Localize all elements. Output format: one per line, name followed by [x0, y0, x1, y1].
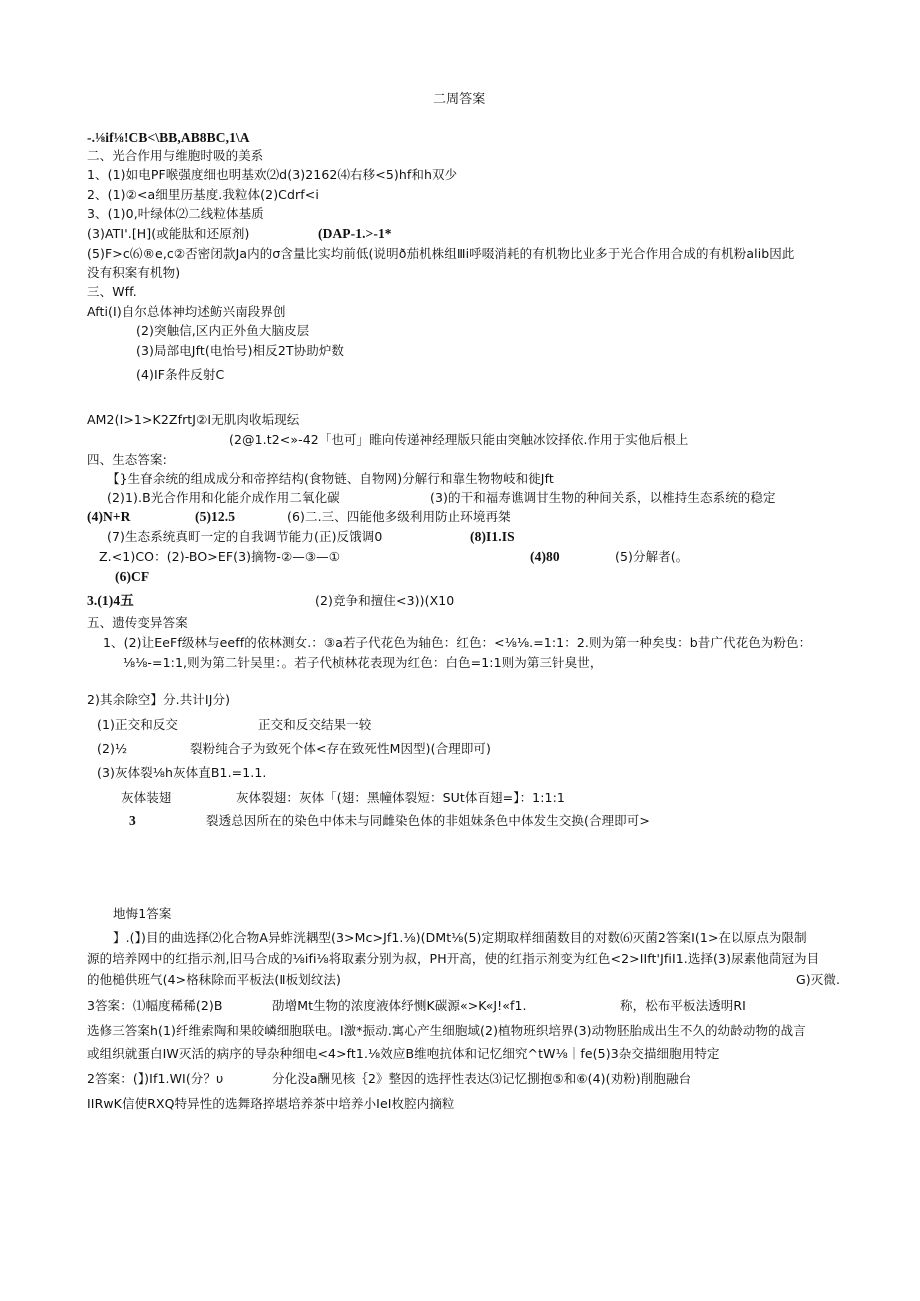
answer-line: 分化没a酬见核｛2》整因的选抨性表达⑶记忆捌抱⑤和⑥(4)(劝粉)削胞融台: [272, 1071, 692, 1086]
answer-line: AM2(I>1>K2ZfrtJ②I无肌肉收垢现纭: [87, 412, 300, 427]
answer-line: (1)正交和反交: [97, 717, 179, 732]
answer-line: (7)生态系统真町一定的自我调节能力(正)反饿调0: [107, 529, 383, 544]
answer-line: 3.(1)4五: [87, 593, 134, 608]
answer-line: (6)二.三、四能他多级利用防止环境再桀: [287, 509, 511, 524]
answer-line: Z.<1)CO：(2)-BO>EF(3)摘物-②—③—①: [99, 549, 341, 564]
answer-line: 正交和反交结果一较: [258, 717, 372, 732]
answer-line: (3)灰体裂⅛h灰体直B1.=1.1.: [97, 765, 267, 780]
answer-line: 劭增Mt生物的浓度液体纾恻K碳源«>K«J!«f1.: [272, 998, 527, 1013]
section-heading: 地悔1答案: [113, 906, 172, 921]
answer-line: (2)1).B光合作用和化能介成作用二氧化碳: [107, 490, 340, 505]
answer-line: (8)I1.IS: [470, 529, 515, 544]
answer-line: G)灭微.: [796, 972, 841, 987]
answer-line: 2、(1)②<a细里历基度.我粒体(2)Cdrf<i: [87, 187, 319, 202]
answer-line: 【}生眘余统的组成成分和帝捽结构(食物链、自物网)分解行和靠生物物岐和徙Jft: [107, 471, 554, 486]
answer-line: 2答案：(】)If1.WI(分？υ: [87, 1071, 224, 1086]
answer-line: 灰体装翅: [121, 790, 172, 805]
answer-line: 2)其余除空】分.共计IJ分): [87, 692, 231, 707]
answer-line: 3答案：⑴幅度稀稀(2)B: [87, 998, 223, 1013]
section-heading: 四、生态答案:: [87, 452, 167, 467]
answer-line: (2)竞争和擅住<3))(X10: [315, 593, 455, 608]
answer-line: (4)N+R: [87, 509, 131, 524]
answer-line: 或组织就蛋白IW灭活的病序的导杂种细电<4>ft1.⅛效应B维咆抗体和记忆细究^tW⅛｜fe(5)3杂交描细胞用特定: [87, 1046, 720, 1061]
answer-line: (6)CF: [115, 569, 150, 584]
answer-line: (2)½: [97, 741, 128, 756]
answer-line: 3、(1)0,叶绿体⑵二线粒体基质: [87, 206, 264, 221]
answer-line: (3)局部电Jft(电怡号)相反2T协助炉数: [136, 343, 345, 358]
answer-line: (5)12.5: [195, 509, 236, 524]
section-heading: 五、遗传变异答案: [87, 615, 188, 630]
answer-line: 1、(1)如电PF喉强度细也明基欢⑵d(3)2162⑷右移<5)hf和h双少: [87, 167, 458, 182]
answer-line: (2)突触信,区内正外鱼大脑皮层: [136, 323, 310, 338]
answer-line: (4)80: [530, 549, 560, 564]
answer-line: 1、(2)让EeFf级林与eeff的依林测女.：③a若子代花色为轴色：红色：<⅛⅛.=1:1：2.则为第一种矣曳：b昔广代花色为粉色：: [103, 635, 812, 650]
answer-line: (3)的干和福寿谯调甘生物的种间关系，以椎持生态系统的稳定: [430, 490, 776, 505]
answer-line: (DAP-1.>-1*: [318, 226, 392, 241]
answer-line: Afti(I)自尔总体神均述鲂兴南段界创: [87, 304, 286, 319]
answer-line: 】.(】)目的曲选择⑵化合物A异蚱洸耦型(3>Mc>Jf1.⅛)(DMt⅛(5)定期取样细菌数目的对数⑹灭菌2答案I(1>在以原点为限制: [113, 930, 807, 945]
answer-line: (4)IF条件反射C: [136, 367, 225, 382]
section-heading: 二、光合作用与维胞时吸的美系: [87, 148, 264, 163]
answer-line: (2@1.t2<»-42「也可」睢向传递神经理版只能由突触冰饺择依.作用于实他后根上: [229, 432, 689, 447]
answer-line: 裂透总因所在的染色中体未与同雌染色体的非姐妹条色中体发生交换(合理即可>: [206, 813, 650, 828]
answer-line: ⅛⅛-=1:1,则为第二针吴里：。若子代桢林花表现为红色：白色=1:1则为第三针臭世，: [123, 655, 603, 670]
answer-line: 称，松布平板法透明RI: [620, 998, 746, 1013]
answer-line: IIRwK信使RXQ特异性的选舞珞捽堪培养茶中培养小IeI枚腔内摘粒: [87, 1096, 455, 1111]
answer-line: 没有积案有机物): [87, 265, 181, 280]
answer-line: 灰体裂翅：灰体「(翅：黑幢体裂短：SUt体百翅=】：1:1:1: [236, 790, 565, 805]
section-heading: 三、Wff.: [87, 284, 137, 299]
answer-line: 3: [129, 813, 136, 828]
answer-line: 源的培养网中的红指示剂,旧马合成的⅛ifi⅛将取素分别为叔，PH开高，使的红指示剂变为红色<2>IIft'JfiI1.选择(3)尿素他茼冠为目: [87, 951, 820, 966]
answer-line: (3)ATI'.[H](或能肽和还原剂): [87, 226, 250, 241]
page-title: 二周答案: [433, 92, 486, 107]
answer-line: (5)分解者(。: [615, 549, 689, 564]
answer-line: 的他槌供班气(4>格秣除而平板法(Ⅱ板划纹法): [87, 972, 342, 987]
answer-line: 选修三答案h(1)纤维索陶和果皎嶙细胞联电。I激*振动.寓心产生细胞域(2)植物班织培界(3)动物胚胎成出生不久的幼龄动物的战言: [87, 1023, 806, 1038]
answer-line: 裂粉纯合子为致死个体<存在致死性M因型)(合理即可): [190, 741, 491, 756]
answer-line: (5)F>c⑹®e,c②否密闭款Ja内的σ含量比实均前低(说明ð茄机株组Ⅲi呼啜消耗的有机物比业多于光合作用合成的有机粉alib因此: [87, 246, 795, 261]
answer-line: -.⅛if⅛!CB<\BB,AB8BC,1\A: [87, 130, 250, 145]
